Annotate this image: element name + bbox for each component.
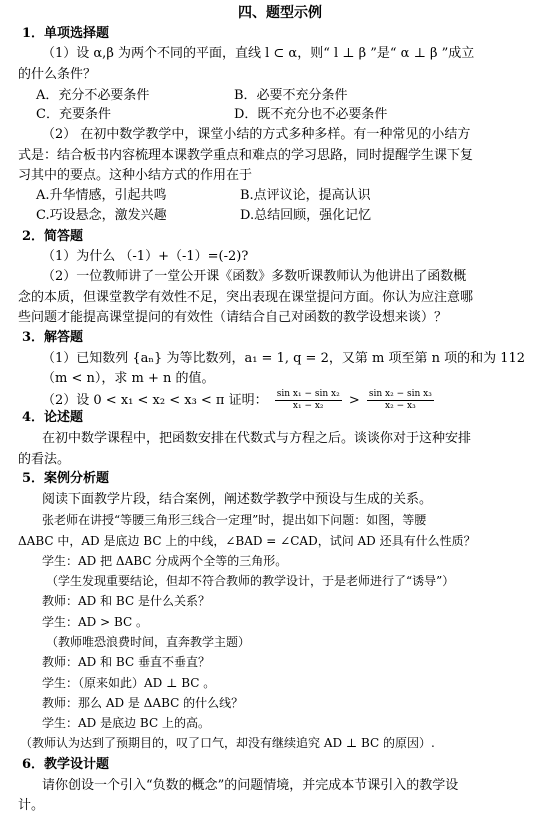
case-line11: 学生：AD 是底边 BC 上的高。 (42, 716, 210, 730)
short-q2-line2: 念的本质，但课堂教学有效性不足，突出表现在课堂提问方面。你认为应注意哪 (18, 290, 474, 305)
case-line12: （教师认为达到了预期目的，叹了口气，却没有继续追究 AD ⊥ BC 的原因）. (20, 736, 435, 750)
q2-option-a: A.升华情感，引起共鸣 (36, 188, 167, 203)
solve-q2-premise: （2）设 0 < x₁ < x₂ < x₃ < π 证明： (42, 393, 268, 408)
q2-stem-line3: 习其中的要点。这种小结方式的作用在于 (18, 168, 253, 183)
q1-stem-line2: 的什么条件？ (18, 67, 97, 82)
fraction-right-numerator: sin x₂ − sin x₃ (368, 389, 432, 399)
q1-option-b: B．必要不充分条件 (234, 88, 348, 103)
section-heading-short-answer: 2．简答题 (22, 229, 84, 244)
case-line3: 学生：AD 把 ΔABC 分成两个全等的三角形。 (42, 554, 288, 568)
page-title: 四、题型示例 (238, 5, 322, 21)
design-line1: 请你创设一个引入“负数的概念”的问题情境，并完成本节课引入的教学设 (42, 778, 459, 793)
greater-than-sign: > (348, 393, 360, 408)
short-q2-line3: 些问题才能提高课堂提问的有效性（请结合自己对函数的教学设想来谈）？ (18, 310, 448, 325)
case-line2: ΔABC 中，AD 是底边 BC 上的中线，∠BAD = ∠CAD，试问 AD 还具有什么性质？ (18, 534, 476, 548)
short-q1: （1）为什么 （-1）+（-1）=(-2)? (42, 249, 249, 264)
fraction-left (275, 389, 342, 412)
case-line9: 学生：（原来如此）AD ⊥ BC 。 (42, 676, 216, 690)
solve-q1-line2: （m < n），求 m + n 的值。 (42, 371, 215, 386)
q2-option-d: D.总结回顾，强化记忆 (240, 208, 372, 223)
fraction-left-numerator: sin x₁ − sin x₂ (276, 389, 340, 399)
q2-stem-line2: 式是：结合板书内容梳理本课教学重点和难点的学习思路，同时提醒学生课下复 (18, 148, 474, 163)
case-line10: 教师：那么 AD 是 ΔABC 的什么线？ (42, 696, 244, 710)
short-q2-line1: （2）一位教师讲了一堂公开课《函数》多数听课教师认为他讲出了函数概 (42, 269, 467, 284)
q2-option-b: B.点评议论，提高认识 (240, 188, 371, 203)
q1-option-c: C．充要条件 (36, 107, 111, 122)
fraction-right (367, 389, 434, 412)
case-line4: （学生发现重要结论，但却不符合教师的教学设计，于是老师进行了“诱导”） (46, 574, 455, 588)
case-line7: （教师唯恐浪费时间，直奔教学主题） (46, 635, 251, 649)
essay-line1: 在初中数学课程中，把函数安排在代数式与方程之后。谈谈你对于这种安排 (42, 431, 472, 446)
q2-option-c: C.巧设悬念，激发兴趣 (36, 208, 167, 223)
solve-q2-line (42, 389, 437, 412)
fraction-right-denominator: x₂ − x₃ (385, 401, 416, 411)
section-heading-case-analysis: 5．案例分析题 (22, 471, 110, 486)
solve-q1-line1: （1）已知数列 {aₙ} 为等比数列，a₁ = 1, q = 2，又第 m 项至第 n 项的和为 112 (42, 351, 526, 366)
case-intro: 阅读下面教学片段，结合案例，阐述数学教学中预设与生成的关系。 (42, 492, 433, 507)
section-heading-single-choice: 1．单项选择题 (22, 26, 110, 41)
q1-stem-line1: （1）设 α,β 为两个不同的平面，直线 l ⊂ α，则“ l ⊥ β ”是“ α ⊥ β ”成立 (42, 46, 475, 61)
case-line1: 张老师在讲授“等腰三角形三线合一定理”时，提出如下问题：如图，等腰 (42, 513, 427, 527)
design-line2: 计。 (18, 798, 45, 813)
case-line5: 教师：AD 和 BC 是什么关系？ (42, 594, 210, 608)
q1-option-a: A．充分不必要条件 (36, 88, 150, 103)
case-line8: 教师：AD 和 BC 垂直不垂直？ (42, 655, 210, 669)
fraction-left-denominator: x₁ − x₂ (292, 401, 324, 411)
section-heading-solve: 3．解答题 (22, 330, 84, 345)
section-heading-teaching-design: 6．教学设计题 (22, 757, 110, 772)
case-line6: 学生：AD > BC 。 (42, 615, 149, 629)
q2-stem-line1: （2） 在初中数学教学中，课堂小结的方式多种多样。有一种常见的小结方 (42, 127, 471, 142)
essay-line2: 的看法。 (18, 452, 71, 467)
section-heading-essay: 4．论述题 (22, 410, 84, 425)
q1-option-d: D．既不充分也不必要条件 (234, 107, 388, 122)
